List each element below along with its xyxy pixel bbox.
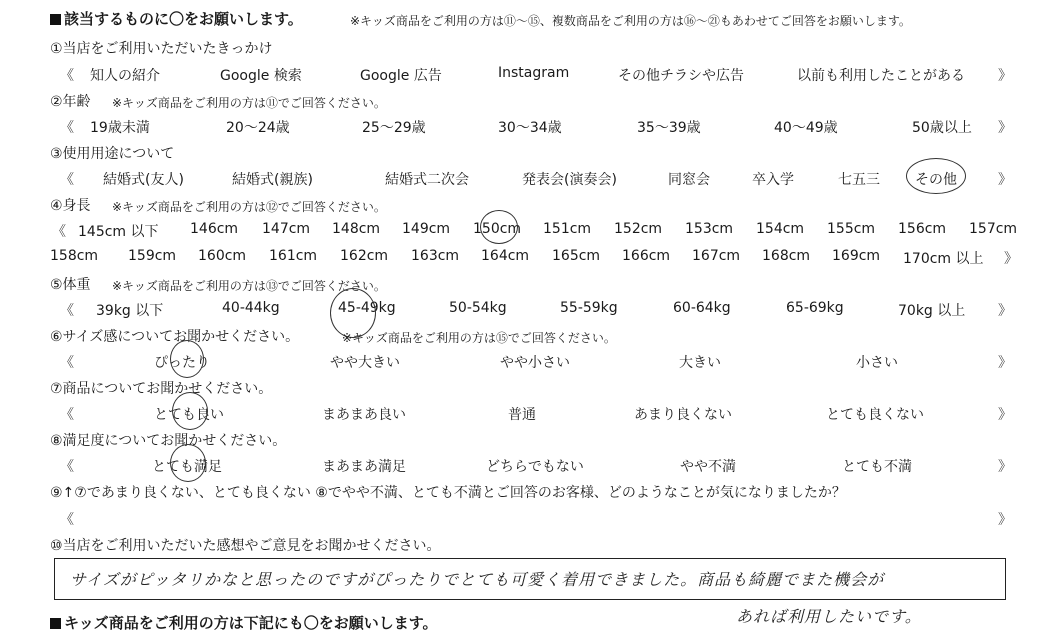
- close-bracket: 》: [998, 355, 1012, 371]
- selection-circle: [172, 392, 208, 430]
- q5-option[interactable]: 60-64kg: [673, 300, 731, 316]
- square-bullet-icon: [50, 618, 61, 629]
- footer-title: キッズ商品をご利用の方は下記にも〇をお願いします。: [64, 614, 438, 632]
- close-bracket: 》: [998, 120, 1012, 136]
- q2-option[interactable]: 40〜49歳: [774, 120, 838, 136]
- open-bracket: 《: [60, 407, 74, 423]
- footer-header: [50, 612, 438, 633]
- q2-option[interactable]: 30〜34歳: [498, 120, 562, 136]
- q1-option[interactable]: 知人の紹介: [90, 68, 160, 84]
- q5-option[interactable]: 39kg 以下: [96, 303, 164, 319]
- q4-option[interactable]: 155cm: [827, 221, 876, 237]
- q4-option[interactable]: 166cm: [622, 248, 671, 264]
- q7-option[interactable]: あまり良くない: [634, 407, 732, 423]
- section-header: [50, 8, 303, 29]
- q10-label: ⑩当店をご利用いただいた感想やご意見をお聞かせください。: [50, 538, 441, 554]
- close-bracket: 》: [998, 68, 1012, 84]
- q7-option[interactable]: とても良い: [154, 407, 224, 423]
- q8-option[interactable]: とても不満: [842, 459, 912, 475]
- selection-circle: [480, 210, 518, 244]
- q2-option[interactable]: 25〜29歳: [362, 120, 426, 136]
- q4-option[interactable]: 164cm: [481, 248, 530, 264]
- q4-option[interactable]: 147cm: [262, 221, 311, 237]
- q5-note: ※キッズ商品をご利用の方は⑬でご回答ください。: [112, 279, 386, 293]
- open-bracket: 《: [60, 303, 74, 319]
- q2-option[interactable]: 20〜24歳: [226, 120, 290, 136]
- q7-option[interactable]: 普通: [508, 407, 536, 423]
- q4-option[interactable]: 168cm: [762, 248, 811, 264]
- close-bracket: 》: [998, 459, 1012, 475]
- q5-option[interactable]: 65-69kg: [786, 300, 844, 316]
- q2-note: ※キッズ商品をご利用の方は⑪でご回答ください。: [112, 96, 386, 110]
- q3-option[interactable]: 結婚式(友人): [103, 172, 184, 188]
- q3-option[interactable]: 同窓会: [668, 172, 710, 188]
- open-bracket: 《: [52, 224, 66, 240]
- q4-option[interactable]: 157cm: [969, 221, 1018, 237]
- q2-label: ②年齢: [50, 94, 91, 110]
- q4-option[interactable]: 165cm: [552, 248, 601, 264]
- q1-option[interactable]: Google 広告: [360, 68, 442, 84]
- q4-option[interactable]: 145cm 以下: [78, 224, 159, 240]
- q8-label: ⑧満足度についてお聞かせください。: [50, 433, 287, 449]
- q6-option[interactable]: やや大きい: [330, 355, 400, 371]
- q1-label: ①当店をご利用いただいたきっかけ: [50, 41, 273, 57]
- q4-option[interactable]: 161cm: [269, 248, 318, 264]
- close-bracket: 》: [998, 303, 1012, 319]
- q8-option[interactable]: まあまあ満足: [322, 459, 406, 475]
- q4-option[interactable]: 154cm: [756, 221, 805, 237]
- selection-circle: [170, 340, 204, 378]
- q4-option[interactable]: 163cm: [411, 248, 460, 264]
- q4-option[interactable]: 150cm: [473, 221, 522, 237]
- q4-option[interactable]: 159cm: [128, 248, 177, 264]
- q5-option[interactable]: 45-49kg: [338, 300, 396, 316]
- selection-circle: [170, 444, 206, 482]
- q4-note: ※キッズ商品をご利用の方は⑫でご回答ください。: [112, 200, 386, 214]
- q6-label: ⑥サイズ感についてお聞かせください。: [50, 329, 300, 345]
- q4-option[interactable]: 151cm: [543, 221, 592, 237]
- q4-option[interactable]: 170cm 以上: [903, 251, 984, 267]
- q5-option[interactable]: 50-54kg: [449, 300, 507, 316]
- selection-circle: [906, 158, 966, 194]
- q1-option[interactable]: Instagram: [498, 65, 570, 81]
- open-bracket: 《: [60, 172, 74, 188]
- q4-label: ④身長: [50, 198, 91, 214]
- close-bracket: 》: [998, 172, 1012, 188]
- q1-option[interactable]: Google 検索: [220, 68, 302, 84]
- header-note: ※キッズ商品をご利用の方は⑪〜⑮、複数商品をご利用の方は⑯〜㉑もあわせてご回答をお願いします。: [350, 14, 911, 28]
- open-bracket: 《: [60, 512, 74, 528]
- q5-option[interactable]: 70kg 以上: [898, 303, 966, 319]
- q4-option[interactable]: 152cm: [614, 221, 663, 237]
- q4-option[interactable]: 167cm: [692, 248, 741, 264]
- q8-option[interactable]: どちらでもない: [486, 459, 584, 475]
- q6-note: ※キッズ商品をご利用の方は⑮でご回答ください。: [342, 331, 616, 345]
- q3-option[interactable]: 結婚式二次会: [385, 172, 469, 188]
- close-bracket: 》: [998, 512, 1012, 528]
- q8-option[interactable]: やや不満: [680, 459, 736, 475]
- q5-option[interactable]: 55-59kg: [560, 300, 618, 316]
- open-bracket: 《: [60, 355, 74, 371]
- q6-option[interactable]: 小さい: [856, 355, 898, 371]
- q4-option[interactable]: 149cm: [402, 221, 451, 237]
- q4-option[interactable]: 153cm: [685, 221, 734, 237]
- square-bullet-icon: [50, 14, 61, 25]
- q1-option[interactable]: その他チラシや広告: [618, 68, 744, 84]
- q2-option[interactable]: 50歳以上: [912, 120, 972, 136]
- q5-label: ⑤体重: [50, 277, 91, 293]
- q4-option[interactable]: 146cm: [190, 221, 239, 237]
- close-bracket: 》: [998, 407, 1012, 423]
- q4-option[interactable]: 169cm: [832, 248, 881, 264]
- q3-option[interactable]: 結婚式(親族): [232, 172, 313, 188]
- close-bracket: 》: [1004, 251, 1018, 267]
- q6-option[interactable]: やや小さい: [500, 355, 570, 371]
- q3-option[interactable]: 七五三: [838, 172, 880, 188]
- q3-option[interactable]: 卒入学: [752, 172, 794, 188]
- q3-label: ③使用用途について: [50, 146, 175, 162]
- q3-option[interactable]: その他: [915, 172, 957, 188]
- comment-line-2: あれば利用したいです。: [736, 607, 922, 626]
- comment-line-1: サイズがピッタリかなと思ったのですがぴったりでとても可愛く着用できました。商品も綺麗でまた機会が: [70, 570, 885, 589]
- q7-option[interactable]: とても良くない: [826, 407, 924, 423]
- q3-option[interactable]: 発表会(演奏会): [522, 172, 617, 188]
- q4-option[interactable]: 148cm: [332, 221, 381, 237]
- q2-option[interactable]: 19歳未満: [90, 120, 150, 136]
- section-title: 該当するものに〇をお願いします。: [64, 10, 303, 28]
- q6-option[interactable]: ぴったり: [154, 355, 210, 371]
- q5-option[interactable]: 40-44kg: [222, 300, 280, 316]
- q4-option[interactable]: 160cm: [198, 248, 247, 264]
- q9-label: ⑨↑⑦であまり良くない、とても良くない ⑧でやや不満、とても不満とご回答のお客様、どのようなことが気になりましたか？: [50, 485, 846, 501]
- q2-option[interactable]: 35〜39歳: [637, 120, 701, 136]
- q4-option[interactable]: 162cm: [340, 248, 389, 264]
- q7-option[interactable]: まあまあ良い: [322, 407, 406, 423]
- q4-option[interactable]: 158cm: [50, 248, 99, 264]
- open-bracket: 《: [60, 459, 74, 475]
- q8-option[interactable]: とても満足: [152, 459, 222, 475]
- q7-label: ⑦商品についてお聞かせください。: [50, 381, 273, 397]
- q1-option[interactable]: 以前も利用したことがある: [797, 68, 965, 84]
- q4-option[interactable]: 156cm: [898, 221, 947, 237]
- open-bracket: 《: [60, 68, 74, 84]
- open-bracket: 《: [60, 120, 74, 136]
- q6-option[interactable]: 大きい: [679, 355, 721, 371]
